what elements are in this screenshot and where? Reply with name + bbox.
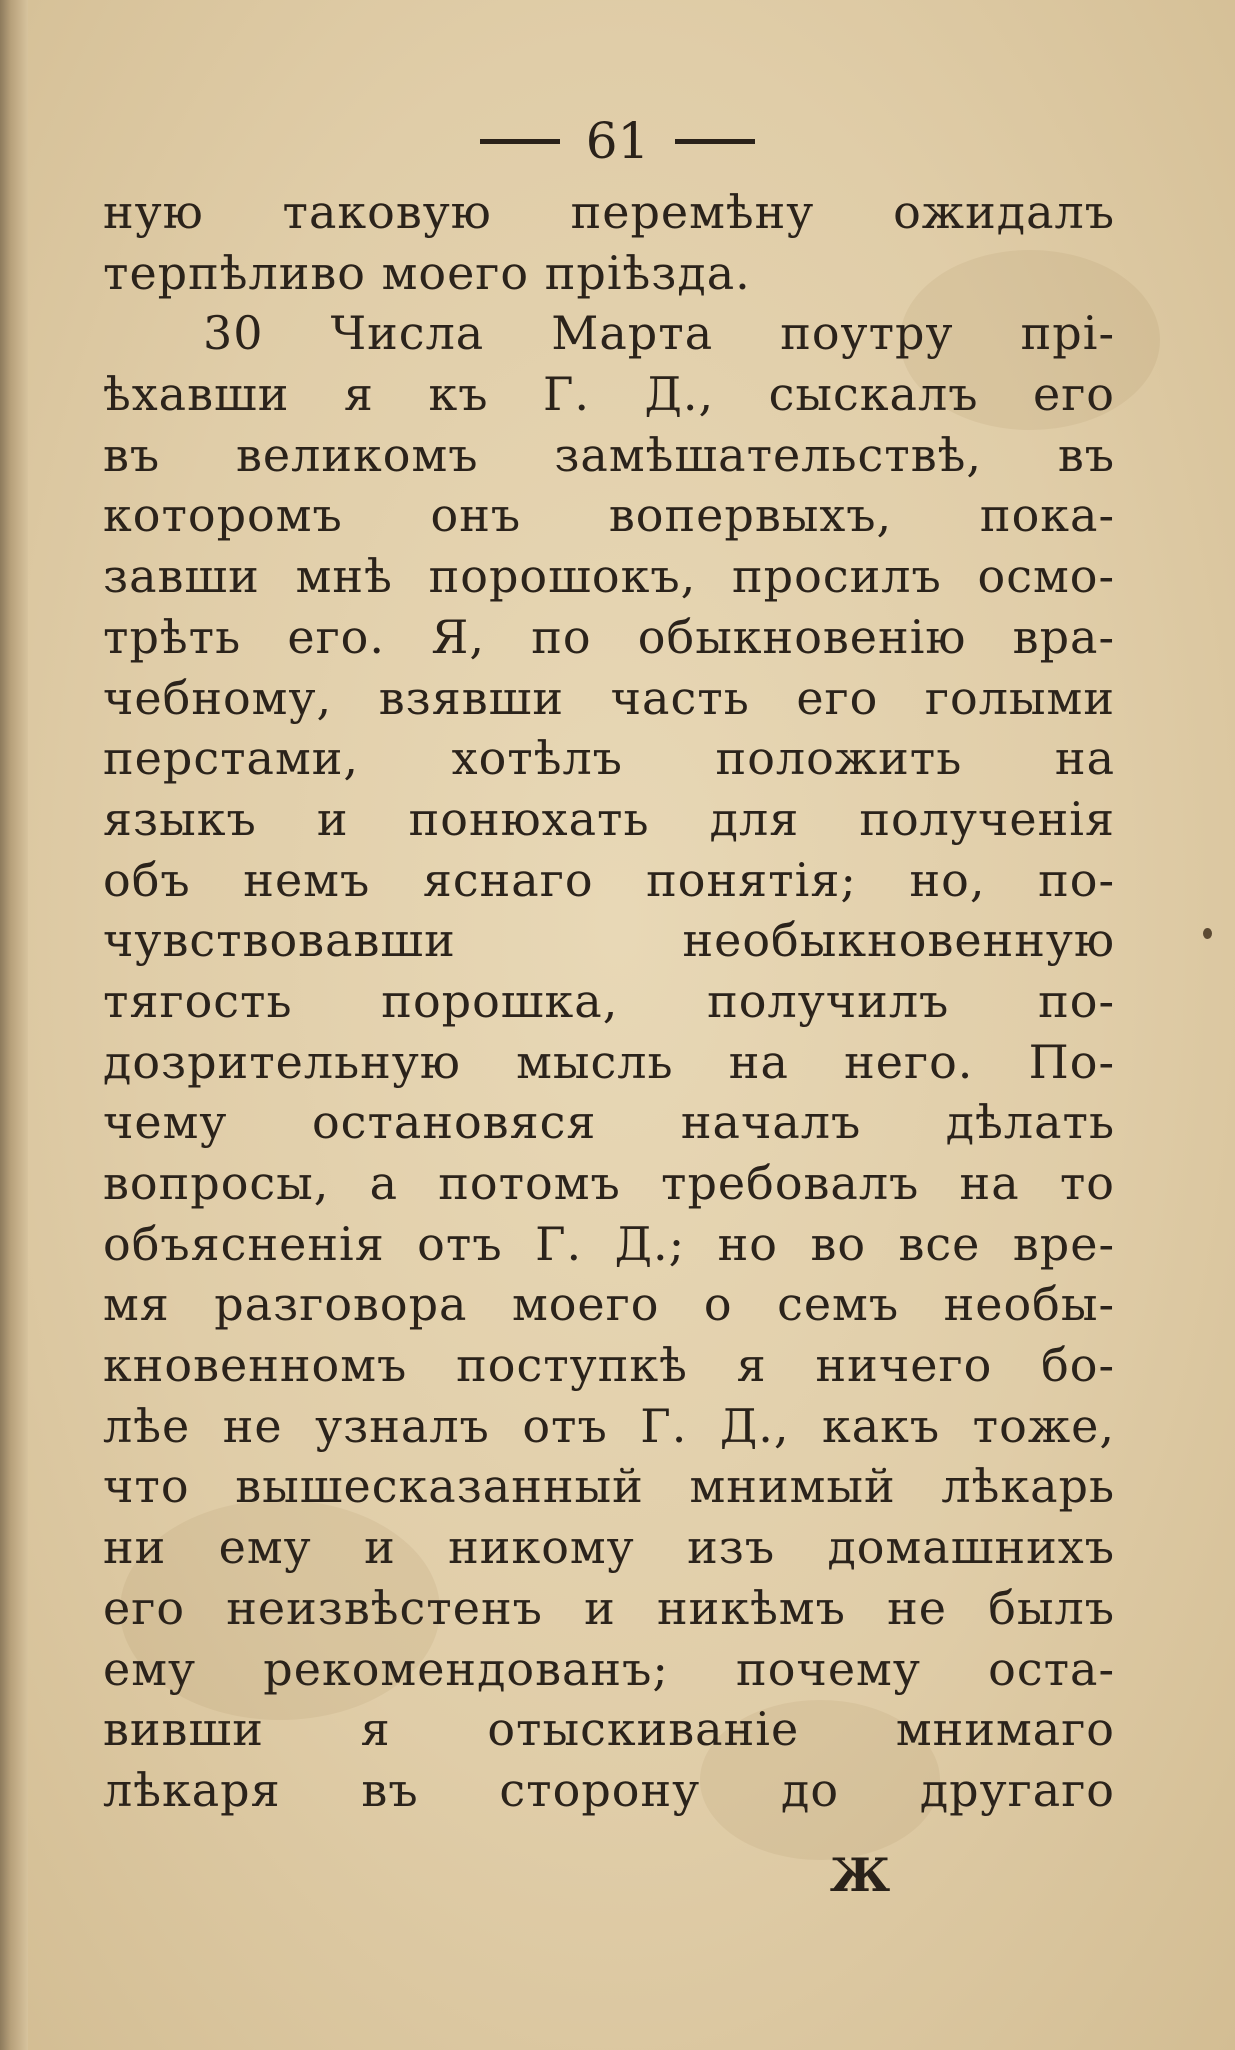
text-line: терпѣливо моего прiѣзда.	[103, 245, 751, 300]
text-line: чему остановяся началъ дѣлать	[103, 1095, 1115, 1150]
body-text	[103, 182, 1115, 1821]
text-line: лѣкаря въ сторону до другаго	[103, 1762, 1115, 1817]
page-gutter	[0, 0, 28, 2050]
header-left-dash	[480, 139, 560, 144]
text-line: которомъ онъ вопервыхъ, пока-	[103, 488, 1115, 543]
text-line: языкъ и понюхать для полученiя	[103, 791, 1115, 846]
text-line: кновенномъ поступкѣ я ничего бо-	[103, 1338, 1115, 1393]
text-line: чебному, взявши часть его голыми	[103, 670, 1115, 725]
catchword: Ж	[829, 1848, 891, 1902]
page-number: 61	[585, 112, 650, 170]
text-line: перстами, хотѣлъ положить на	[103, 731, 1115, 786]
text-line: дозрительную мысль на него. По-	[103, 1034, 1115, 1089]
text-line: мя разговора моего о семъ необы-	[103, 1277, 1115, 1332]
ink-speck	[1203, 928, 1212, 939]
text-line: вопросы, а потомъ требовалъ на то	[103, 1156, 1115, 1210]
text-line: чувствовавши необыкновенную	[103, 913, 1115, 968]
text-line: ную таковую перемѣну ожидалъ	[103, 185, 1115, 239]
text-line: ѣхавши я къ Г. Д., сыскалъ его	[103, 367, 1115, 422]
text-line: его неизвѣстенъ и никѣмъ не былъ	[103, 1580, 1115, 1635]
text-line: объ немъ яснаго понятiя; но, по-	[103, 852, 1115, 907]
text-line: лѣе не узналъ отъ Г. Д., какъ тоже,	[103, 1398, 1115, 1453]
text-line: 30 Числа Марта поутру прi-	[203, 306, 1115, 361]
header-right-dash	[675, 139, 755, 144]
text-line: въ великомъ замѣшательствѣ, въ	[103, 427, 1115, 482]
text-line: ему рекомендованъ; почему оста-	[103, 1641, 1115, 1696]
text-line: тягость порошка, получилъ по-	[103, 973, 1115, 1028]
text-line: трѣть его. Я, по обыкновенiю вра-	[103, 609, 1115, 664]
text-line: завши мнѣ порошокъ, просилъ осмо-	[103, 549, 1115, 604]
text-line: ни ему и никому изъ домашнихъ	[103, 1520, 1115, 1575]
page-header	[0, 108, 1235, 170]
text-line: вивши я отыскиванiе мнимаго	[103, 1702, 1115, 1757]
text-line: объясненiя отъ Г. Д.; но во все вре-	[103, 1216, 1115, 1271]
text-line: что вышесказанный мнимый лѣкарь	[103, 1459, 1115, 1514]
